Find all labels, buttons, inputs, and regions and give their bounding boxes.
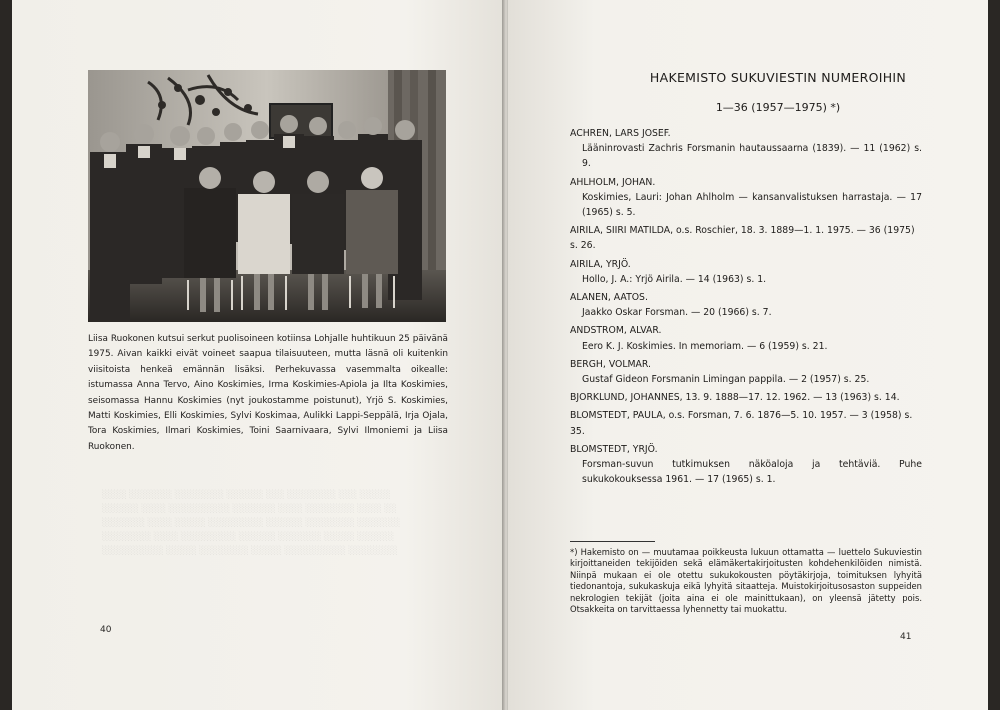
entry-body: Eero K. J. Koskimies. In memoriam. — 6 (1959) s. 21. xyxy=(582,340,828,352)
entry-heading: ALANEN, AATOS. xyxy=(570,292,648,304)
entry-heading: ACHREN, LARS JOSEF. xyxy=(570,128,671,139)
entry-heading: BLOMSTEDT, YRJÖ. xyxy=(570,443,658,455)
index-list xyxy=(570,126,922,490)
index-subtitle: 1—36 (1957—1975) *) xyxy=(715,101,841,114)
index-entry xyxy=(570,357,922,387)
entry-heading: BERGH, VOLMAR. xyxy=(570,358,651,370)
page-number-right: 41 xyxy=(900,632,912,642)
index-entry xyxy=(570,390,922,405)
entry-body: Koskimies, Lauri: Johan Ahlholm — kansanvalistuksen harrastaja. — 17 (1965) s. 5. xyxy=(582,191,922,219)
index-entry xyxy=(570,323,922,353)
index-entry xyxy=(570,290,922,320)
index-entry xyxy=(570,126,922,172)
photo-caption: Liisa Ruokonen kutsui serkut puolisoineen kotiinsa Lohjalle huhtikuun 25 päivänä 1975. Aivan kaikki eivät voineet saapua tilaisuuteen, mutta läsnä oli kuitenkin viisitoista henkeä emännän lisäksi. Perhekuvassa vasemmalta oikealle: istumassa Anna Tervo, Aino Koskimies, Irma Koskimies-Apiola ja Ilta Koskimies, seisomassa Hannu Koskimies (nyt joukostamme poistunut), Yrjö S. Koskimies, Matti Koskimies, Elli Koskimies, Sylvi Koskimaa, Aulikki Lappi-Seppälä, Irja Ojala, Tora Koskimies, Ilmari Koskimies, Toini Saarnivaara, Sylvi Ilmoniemi ja Liisa Ruokonen. xyxy=(88,334,448,452)
family-photo xyxy=(88,70,446,322)
index-entry xyxy=(570,442,922,488)
footnote: *) Hakemisto on — muutamaa poikkeusta lukuun ottamatta — luettelo Sukuviestin kirjoittaneiden tekijöiden sekä elämäkertakirjoitusten kohdehenkilöiden nimistä. Niinpä mukaan ei ole otettu sukukokousten pöytäkirjoja, toimituksen lyhyitä tiedonantoja, sukukaskuja eikä lyhyitä sitaatteja. Muistokirjoitusosaston suppeiden nekrologien tekijät (joita aina ei ole mainittukaan), on yleensä jätetty pois. Otsakkeita on tarvittaessa lyhennetty tai muokattu. xyxy=(570,547,922,615)
entry-body: Gustaf Gideon Forsmanin Limingan pappila. — 2 (1957) s. 25. xyxy=(582,374,870,386)
entry-body: Jaakko Oskar Forsman. — 20 (1966) s. 7. xyxy=(582,307,772,319)
entry-heading: BLOMSTEDT, PAULA, o.s. Forsman, 7. 6. 1876—5. 10. 1957. — 3 (1958) s. 35. xyxy=(570,410,913,437)
right-page xyxy=(508,0,988,710)
index-entry xyxy=(570,223,922,253)
entry-body: Lääninrovasti Zachris Forsmanin hautaussaarna (1839). — 11 (1962) s. 9. xyxy=(582,143,922,170)
entry-heading: BJORKLUND, JOHANNES, 13. 9. 1888—17. 12. 1962. — 13 (1963) s. 14. xyxy=(570,392,900,404)
index-entry xyxy=(570,408,922,438)
entry-heading: AHLHOLM, JOHAN. xyxy=(570,176,656,188)
footnote-rule xyxy=(570,541,655,542)
page-number-left: 40 xyxy=(100,625,112,635)
entry-body: Forsman-suvun tutkimuksen näköaloja ja tehtäviä. Puhe sukukokouksessa 1961. — 17 (1965) s. 1. xyxy=(582,459,922,486)
index-entry xyxy=(570,175,922,221)
entry-body: Hollo, J. A.: Yrjö Airila. — 14 (1963) s. 1. xyxy=(582,273,767,285)
bleed-through-text: ░░░░ ░░░░░░░ ░░░░░░░░ ░░░░░░ ░░░ ░░░░░░░░ ░░░ ░░░░░ ░░░░░░ ░░░░ ░░░░░░░░░░ ░░░░░░░ ░░░░ ░░░░░░░░ ░░░░ ░░ ░░░░░░░ ░░░░ ░░░░░ ░░░░░░░░░ ░░░░░░ ░░░░░░░░ ░░░░░░░ ░░░░░░░░ ░░░░ ░░░░░░░░░ ░░░░░░ ░░░░░░░ ░░░░░ ░░░░░░ ░░░░░░░░░░ ░░░░░ ░░░░░░░░ ░░░░░ ░░░░░░░░░░ ░░░░░░░░ xyxy=(102,490,401,555)
entry-heading: ANDSTROM, ALVAR. xyxy=(570,325,662,337)
entry-heading: AIRILA, SIIRI MATILDA, o.s. Roschier, 18. 3. 1889—1. 1. 1975. — 36 (1975) s. 26. xyxy=(570,225,915,252)
index-title: HAKEMISTO SUKUVIESTIN NUMEROIHIN xyxy=(649,70,907,85)
index-entry xyxy=(570,257,922,287)
entry-heading: AIRILA, YRJÖ. xyxy=(570,258,631,270)
